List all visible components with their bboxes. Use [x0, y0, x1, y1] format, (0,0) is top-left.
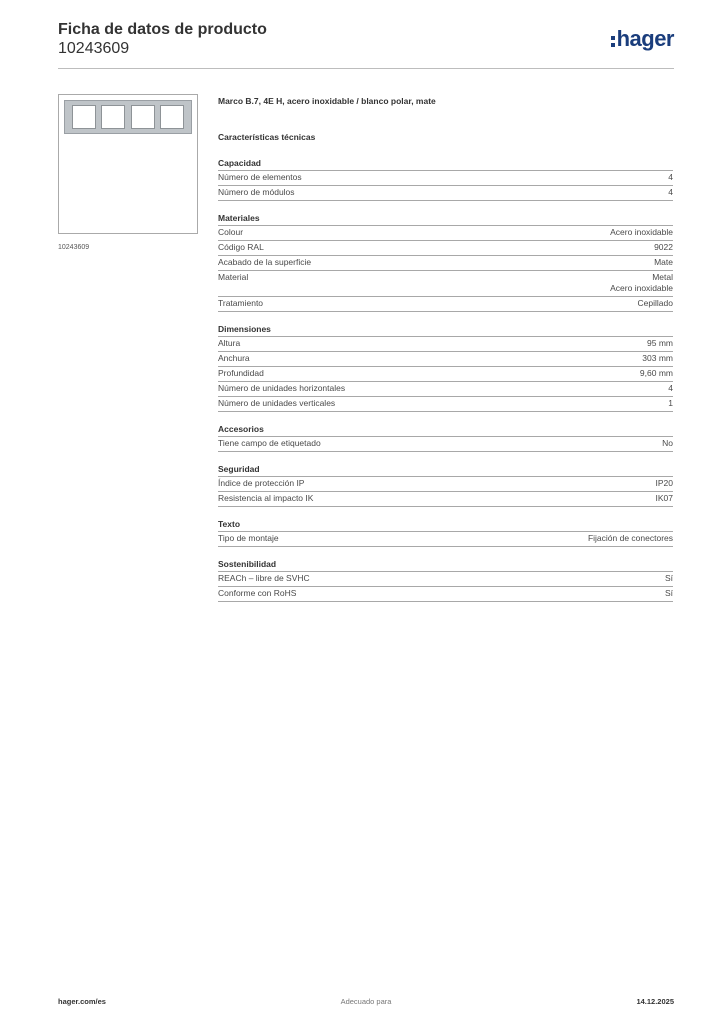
footer-website: hager.com/es — [58, 997, 106, 1006]
spec-value — [668, 383, 673, 394]
spec-label: Altura — [218, 338, 241, 348]
spec-section — [218, 559, 673, 602]
footer-date: 14.12.2025 — [636, 997, 674, 1006]
spec-section — [218, 464, 673, 507]
spec-row — [218, 271, 673, 297]
page-footer — [58, 997, 674, 1009]
spec-value-text: 4 — [668, 187, 673, 197]
spec-value-text: 9022 — [654, 242, 673, 252]
spec-row — [218, 367, 673, 382]
product-details — [218, 96, 673, 614]
spec-row — [218, 477, 673, 492]
spec-label: Índice de protección IP — [218, 478, 305, 488]
frame-slot — [72, 105, 96, 129]
product-number: 10243609 — [58, 40, 130, 57]
spec-label: Número de módulos — [218, 187, 295, 197]
section-title: Dimensiones — [218, 324, 673, 337]
spec-value — [647, 338, 673, 349]
spec-value-text: 9,60 mm — [639, 368, 673, 378]
spec-value — [654, 257, 673, 268]
spec-section — [218, 519, 673, 547]
spec-value — [640, 368, 673, 379]
spec-value-text: IP20 — [655, 478, 673, 488]
spec-value-text: Cepillado — [637, 298, 673, 308]
section-title: Texto — [218, 519, 673, 532]
frame-slot — [101, 105, 125, 129]
section-title: Seguridad — [218, 464, 673, 477]
spec-value — [642, 353, 673, 364]
frame-slot — [131, 105, 155, 129]
product-description: Marco B.7, 4E H, acero inoxidable / blanco polar, mate — [218, 96, 436, 106]
spec-value-text: 1 — [668, 398, 673, 408]
spec-row — [218, 337, 673, 352]
spec-label: Tiene campo de etiquetado — [218, 438, 321, 448]
spec-label: Código RAL — [218, 242, 264, 252]
spec-value-text: Acero inoxidable — [610, 227, 673, 237]
frame-illustration — [64, 100, 192, 134]
spec-row — [218, 241, 673, 256]
frame-slot — [160, 105, 184, 129]
header-divider — [58, 68, 674, 69]
spec-value — [610, 227, 673, 238]
spec-value — [665, 573, 673, 584]
spec-section — [218, 424, 673, 452]
spec-label: Acabado de la superficie — [218, 257, 312, 267]
spec-label: Número de elementos — [218, 172, 302, 182]
spec-value-text: IK07 — [655, 493, 673, 503]
spec-row — [218, 572, 673, 587]
spec-label: Número de unidades verticales — [218, 398, 336, 408]
product-image — [58, 94, 198, 234]
spec-label: Material — [218, 272, 249, 282]
spec-value — [656, 493, 674, 504]
spec-label: Tratamiento — [218, 298, 264, 308]
spec-row — [218, 437, 673, 452]
spec-value — [656, 478, 674, 489]
spec-row — [218, 256, 673, 271]
spec-row — [218, 171, 673, 186]
spec-row — [218, 382, 673, 397]
image-caption: 10243609 — [58, 244, 90, 251]
spec-row — [218, 397, 673, 412]
spec-row — [218, 226, 673, 241]
document-title: Ficha de datos de producto — [58, 21, 267, 38]
spec-row — [218, 352, 673, 367]
spec-value — [638, 298, 673, 309]
spec-value-text: Fijación de conectores — [587, 533, 673, 543]
spec-section — [218, 213, 673, 312]
spec-value-text: 95 mm — [647, 338, 673, 348]
spec-value-text: Acero inoxidable — [610, 283, 673, 293]
spec-value — [668, 187, 673, 198]
spec-value — [662, 438, 673, 449]
technical-characteristics-title: Características técnicas — [218, 132, 316, 142]
spec-value — [654, 242, 673, 253]
spec-label: Conforme con RoHS — [218, 588, 297, 598]
section-title: Materiales — [218, 213, 673, 226]
spec-value-text: No — [662, 438, 673, 448]
footer-center-text: Adecuado para — [340, 997, 392, 1006]
spec-value-text: 4 — [668, 172, 673, 182]
spec-value — [610, 272, 673, 294]
spec-label: Colour — [218, 227, 244, 237]
spec-section — [218, 324, 673, 412]
spec-value-text: 303 mm — [642, 353, 673, 363]
spec-label: Resistencia al impacto IK — [218, 493, 314, 503]
spec-row — [218, 186, 673, 201]
spec-value-text: Metal — [652, 272, 673, 282]
spec-label: Profundidad — [218, 368, 264, 378]
spec-label: Número de unidades horizontales — [218, 383, 346, 393]
section-title: Capacidad — [218, 158, 673, 171]
spec-sections — [218, 158, 673, 602]
hager-logo — [611, 26, 674, 52]
spec-value-text: 4 — [668, 383, 673, 393]
spec-value — [668, 398, 673, 409]
spec-row — [218, 587, 673, 602]
spec-value — [665, 588, 673, 599]
spec-value — [588, 533, 673, 544]
spec-row — [218, 532, 673, 547]
spec-value-text: Mate — [654, 257, 673, 267]
page-header — [58, 20, 674, 70]
spec-value-text: Sí — [664, 573, 673, 583]
spec-section — [218, 158, 673, 201]
spec-label: Anchura — [218, 353, 250, 363]
logo-text: hager — [616, 26, 674, 51]
section-title: Accesorios — [218, 424, 673, 437]
spec-label: REACh – libre de SVHC — [218, 573, 310, 583]
spec-value — [668, 172, 673, 183]
spec-row — [218, 492, 673, 507]
spec-row — [218, 297, 673, 312]
spec-label: Tipo de montaje — [218, 533, 279, 543]
spec-value-text: Sí — [664, 588, 673, 598]
section-title: Sostenibilidad — [218, 559, 673, 572]
logo-dots-icon — [611, 36, 615, 47]
